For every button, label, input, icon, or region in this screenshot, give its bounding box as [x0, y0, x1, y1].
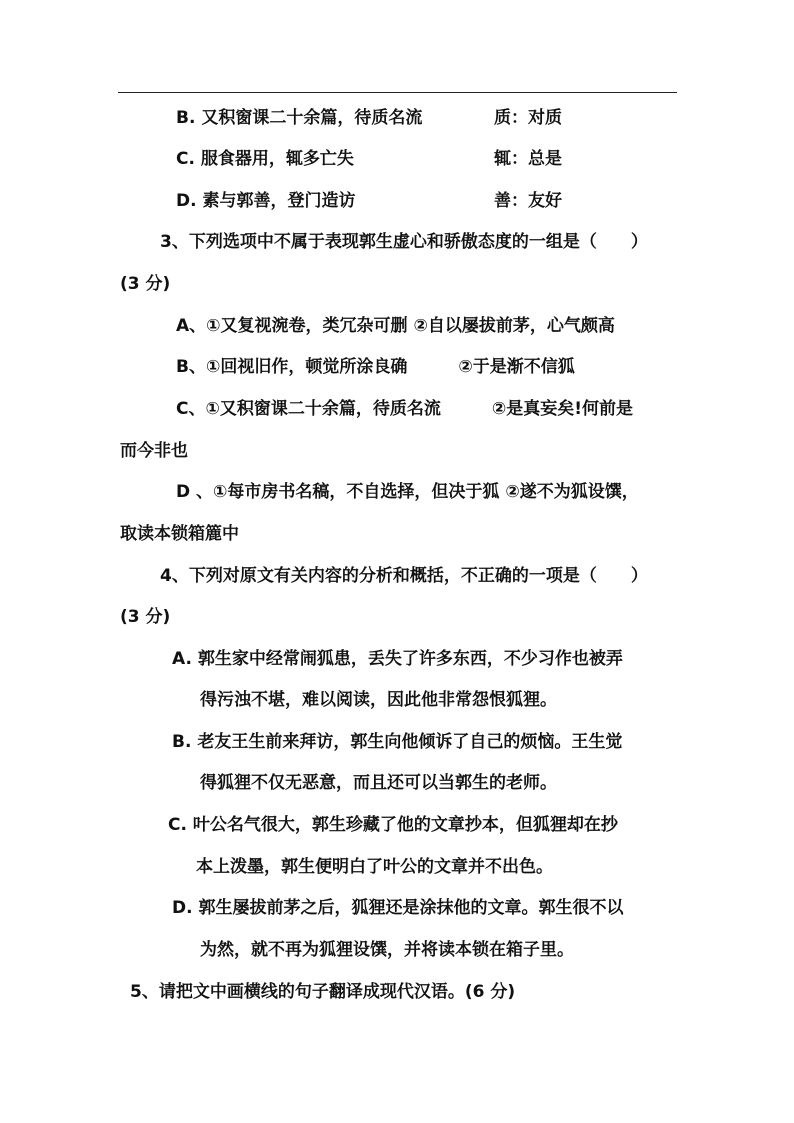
q4-option-a-line1: A. 郭生家中经常闹狐患，丢失了许多东西，不少习作也被弄 [172, 649, 623, 669]
q2-option-d-gloss: 善：友好 [494, 191, 562, 211]
q4-points: (3 分) [120, 607, 171, 627]
q5-stem: 5、请把文中画横线的句子翻译成现代汉语。(6 分) [130, 982, 516, 1002]
q3-option-b: B、①回视旧作，顿觉所涂良确 ②于是渐不信狐 [176, 357, 575, 377]
q3-option-c-line2: 而今非也 [120, 441, 188, 461]
q4-stem: 4、下列对原文有关内容的分析和概括，不正确的一项是（ ） [160, 566, 648, 586]
q4-option-c-line1: C. 叶公名气很大，郭生珍藏了他的文章抄本，但狐狸却在抄 [168, 815, 618, 835]
q2-option-b-gloss: 质：对质 [494, 108, 562, 128]
q4-option-d-line1: D. 郭生屡拔前茅之后，狐狸还是涂抹他的文章。郭生很不以 [172, 898, 624, 918]
q2-option-c-gloss: 辄：总是 [494, 149, 562, 169]
q3-option-d-line2: 取读本锁箱簏中 [120, 524, 239, 544]
q3-stem: 3、下列选项中不属于表现郭生虚心和骄傲态度的一组是（ ） [160, 232, 648, 252]
q4-option-b-line1: B. 老友王生前来拜访，郭生向他倾诉了自己的烦恼。王生觉 [172, 732, 623, 752]
q4-option-d-line2: 为然，就不再为狐狸设馔，并将读本锁在箱子里。 [200, 940, 574, 960]
q3-option-d-line1: D 、①每市房书名稿，不自选择，但决于狐 ②遂不为狐设馔， [176, 482, 639, 502]
q2-option-b: B. 又积窗课二十余篇，待质名流 [176, 108, 423, 128]
q3-option-c-line1: C、①又积窗课二十余篇，待质名流 ②是真妄矣!何前是 [176, 399, 634, 419]
q2-option-c: C. 服食器用，辄多亡失 [176, 149, 354, 169]
q4-option-c-line2: 本上泼墨，郭生便明白了叶公的文章并不出色。 [196, 857, 553, 877]
q4-option-b-line2: 得狐狸不仅无恶意，而且还可以当郭生的老师。 [200, 773, 557, 793]
q3-points: (3 分) [120, 274, 171, 294]
q2-option-d: D. 素与郭善，登门造访 [176, 191, 356, 211]
q4-option-a-line2: 得污浊不堪，难以阅读，因此他非常怨恨狐狸。 [200, 690, 557, 710]
header-rule [118, 92, 677, 93]
q3-option-a: A、①又复视涴卷，类冗杂可删 ②自以屡拔前茅，心气颇高 [176, 316, 615, 336]
